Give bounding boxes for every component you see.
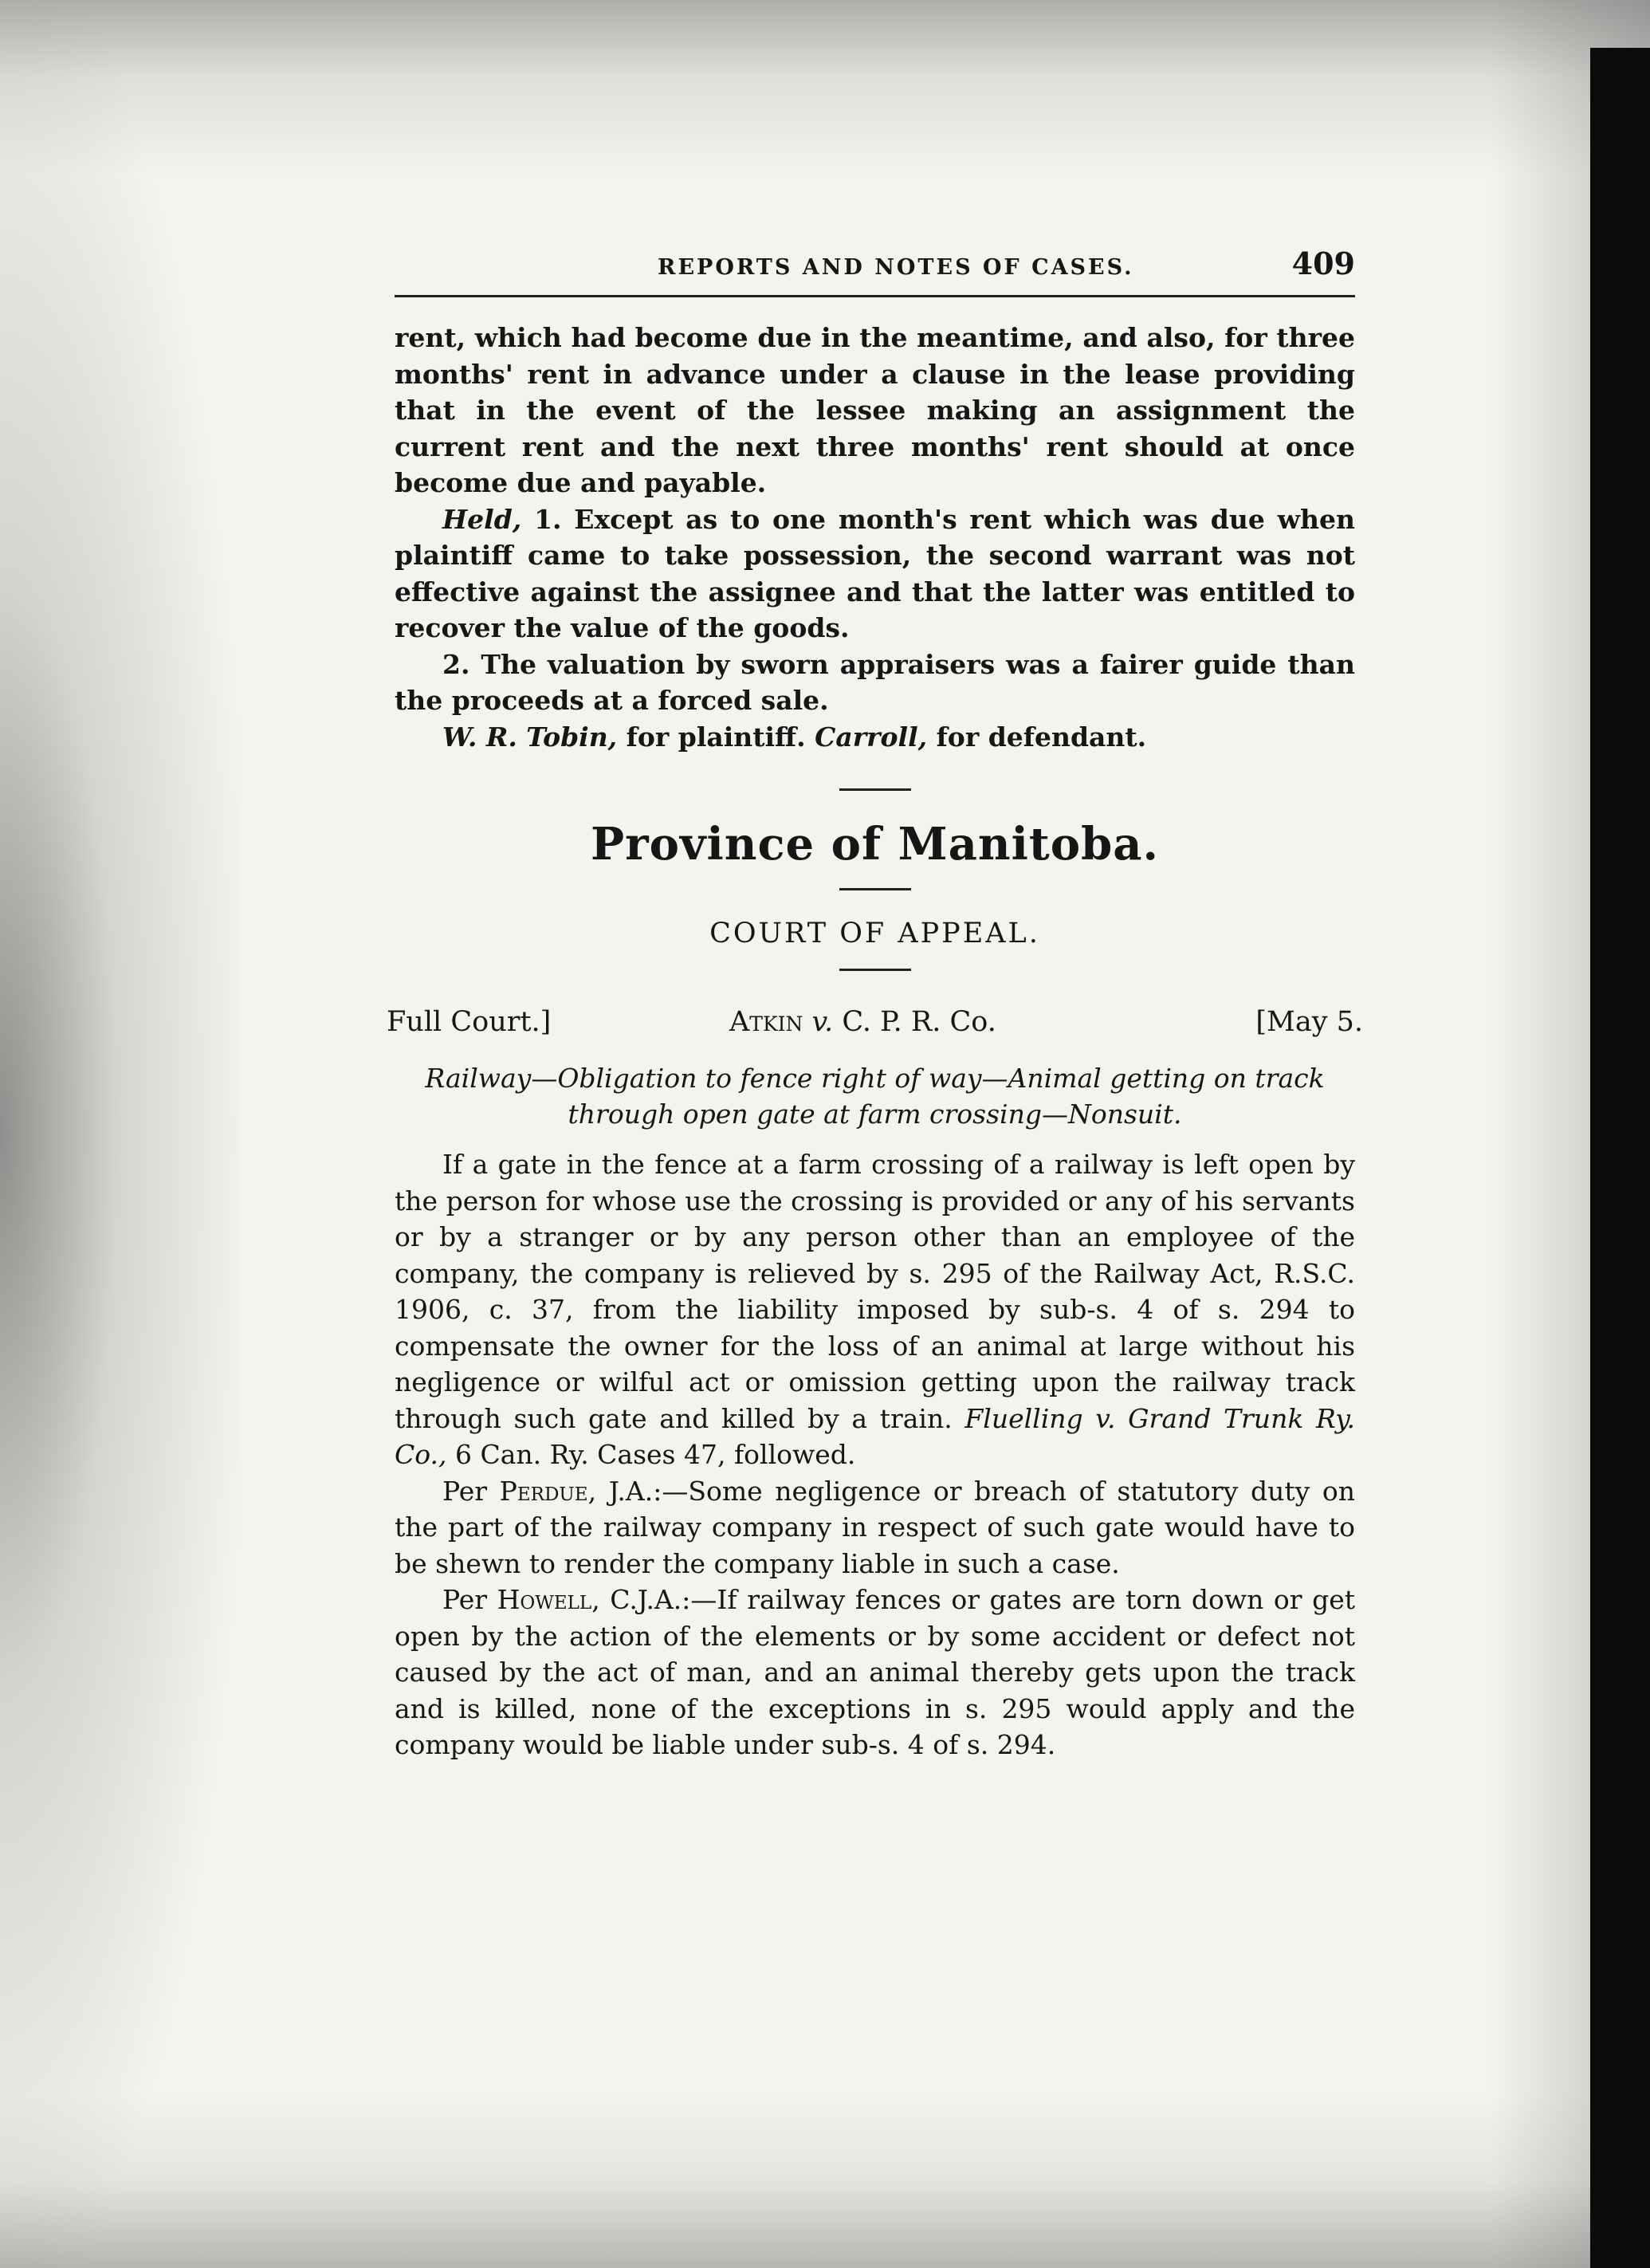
province-heading: Province of Manitoba. [590,818,1160,871]
heading-divider [839,888,911,890]
para-1-text-b: 6 Can. Ry. Cases 47, followed. [446,1439,856,1470]
counsel-line [395,719,1355,756]
held-paragraph-2: 2. The valuation by sworn appraisers was a fairer guide than the proceeds at a forced sale. [395,648,1355,716]
running-title: REPORTS AND NOTES OF CASES. [658,255,1134,280]
case-continuation-paragraph: rent, which had become due in the meantime, and also, for three months' rent in advance under a clause in the lease providing that in the event of the lessee making an assignment the current rent and the next three months' rent should at once become due and payable. [395,322,1355,498]
scan-shadow-bottom [0,2093,1650,2268]
para-3-text: , C.J.A.:—If railway fences or gates are torn down or get open by the action of the elements or by some accident or defect not caused by the act of man, and an animal thereby gets upon the track and is killed, none of the exceptions in s. 295 would apply and the company would be liable under sub-s. 4 of s. 294. [395,1584,1355,1760]
court-divider [839,969,911,971]
scan-shadow-top [0,0,1650,175]
counsel-plaintiff-role: for plaintiff. [617,721,815,753]
para-2-lead: Per [442,1475,500,1507]
counsel-plaintiff-name: W. R. Tobin, [442,721,618,753]
held-paragraph-1 [395,501,1355,647]
para-2-judge: Perdue [499,1475,588,1507]
headnote-paragraph-3 [395,1582,1355,1763]
case-caption [387,1006,1363,1046]
scan-shadow-left [0,0,239,2268]
para-2-text: , J.A.:—Some negligence or breach of statutory duty on the part of the railway company in respect of such gate would have to be shewn to render the company liable in such a case. [395,1475,1355,1579]
running-header [395,239,1355,297]
court-label: Full Court.] [387,1006,552,1038]
case-party-2: C. P. R. Co. [842,1006,996,1038]
page-number: 409 [1291,246,1355,281]
para-3-judge: Howell [497,1584,592,1615]
held-label: Held, [442,503,522,535]
case-party-1: Atkin [729,1006,803,1038]
section-divider [839,788,911,791]
court-heading: COURT OF APPEAL. [709,918,1040,949]
headnote-paragraph-2 [395,1473,1355,1582]
counsel-defendant-name: Carroll, [815,721,928,753]
scan-dark-border [1590,48,1650,2268]
held-1-text: 1. Except as to one month's rent which was due when plaintiff came to take possession, the second warrant was not effective against the assignee and that the latter was entitled to recover the value of the goods. [395,503,1355,643]
case-name [729,1006,996,1038]
para-1-text-a: If a gate in the fence at a farm crossing of a railway is left open by the person for whose use the crossing is provided or any of his servants or by a stranger or by any person other than an employee of the company, the company is relieved by s. 295 of the Railway Act, R.S.C. 1906, c. 37, from the liability imposed by sub-s. 4 of s. 294 to compensate the owner for the loss of an animal at large without his negligence or wilful act or omission getting upon the railway track through such gate and killed by a train. [395,1149,1355,1434]
counsel-defendant-role: for defendant. [927,721,1147,753]
case-versus: v. [803,1006,843,1038]
para-1-citation: Fluelling v. Grand Trunk Ry. Co., [395,1402,1355,1470]
para-3-lead: Per [442,1584,497,1615]
case-date: [May 5. [1255,1006,1363,1038]
headnote-paragraph-1 [395,1146,1355,1473]
page-content [387,239,1363,1763]
catchwords: Railway—Obligation to fence right of way—Animal getting on track through open gate at farm crossing—Nonsuit. [425,1063,1325,1130]
